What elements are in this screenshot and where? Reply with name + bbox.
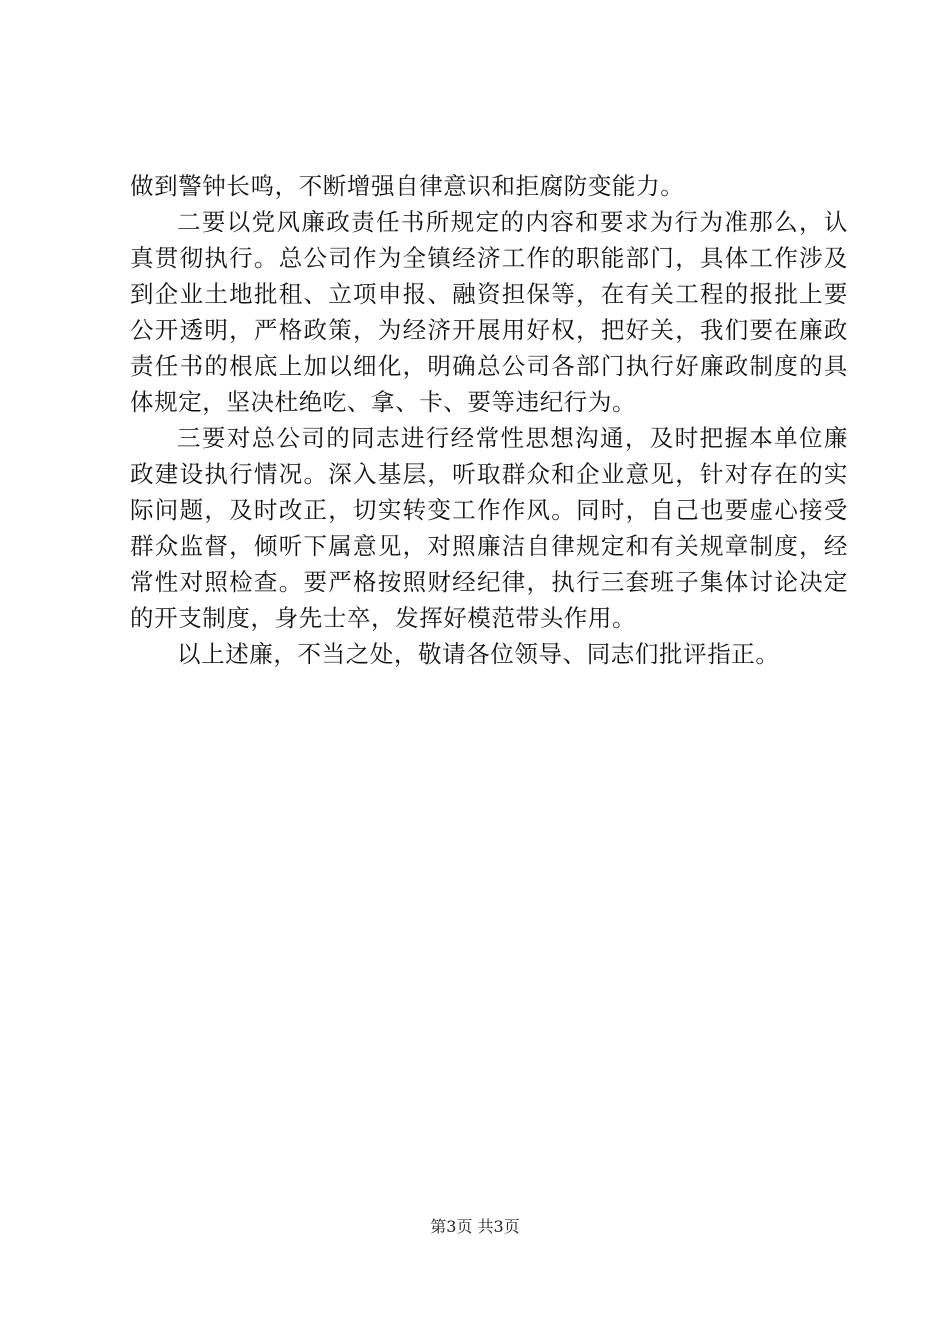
paragraph-1: 做到警钟长鸣，不断增强自律意识和拒腐防变能力。 (130, 172, 685, 200)
paragraph-3: 三要对总公司的同志进行经常性思想沟通，及时把握本单位廉政建设执行情况。深入基层，听取群众和企业意见，针对存在的实际问题，及时改正，切实转变工作作风。同时，自己也要虚心接受群众监督，倾听下属意见，对照廉洁自律规定和有关规章制度，经常性对照检查。要严格按照财经纪律，执行三套班子集体讨论决定的开支制度，身先士卒，发挥好模范带头作用。 (130, 424, 848, 632)
paragraph-4: 以上述廉，不当之处，敬请各位领导、同志们批评指正。 (177, 640, 780, 668)
document-body (130, 168, 848, 672)
page-number-footer: 第3页 共3页 (430, 1217, 520, 1236)
paragraph-2: 二要以党风廉政责任书所规定的内容和要求为行为准那么，认真贯彻执行。总公司作为全镇经济工作的职能部门，具体工作涉及到企业土地批租、立项申报、融资担保等，在有关工程的报批上要公开透明，严格政策，为经济开展用好权，把好关，我们要在廉政责任书的根底上加以细化，明确总公司各部门执行好廉政制度的具体规定，坚决杜绝吃、拿、卡、要等违纪行为。 (130, 208, 848, 416)
